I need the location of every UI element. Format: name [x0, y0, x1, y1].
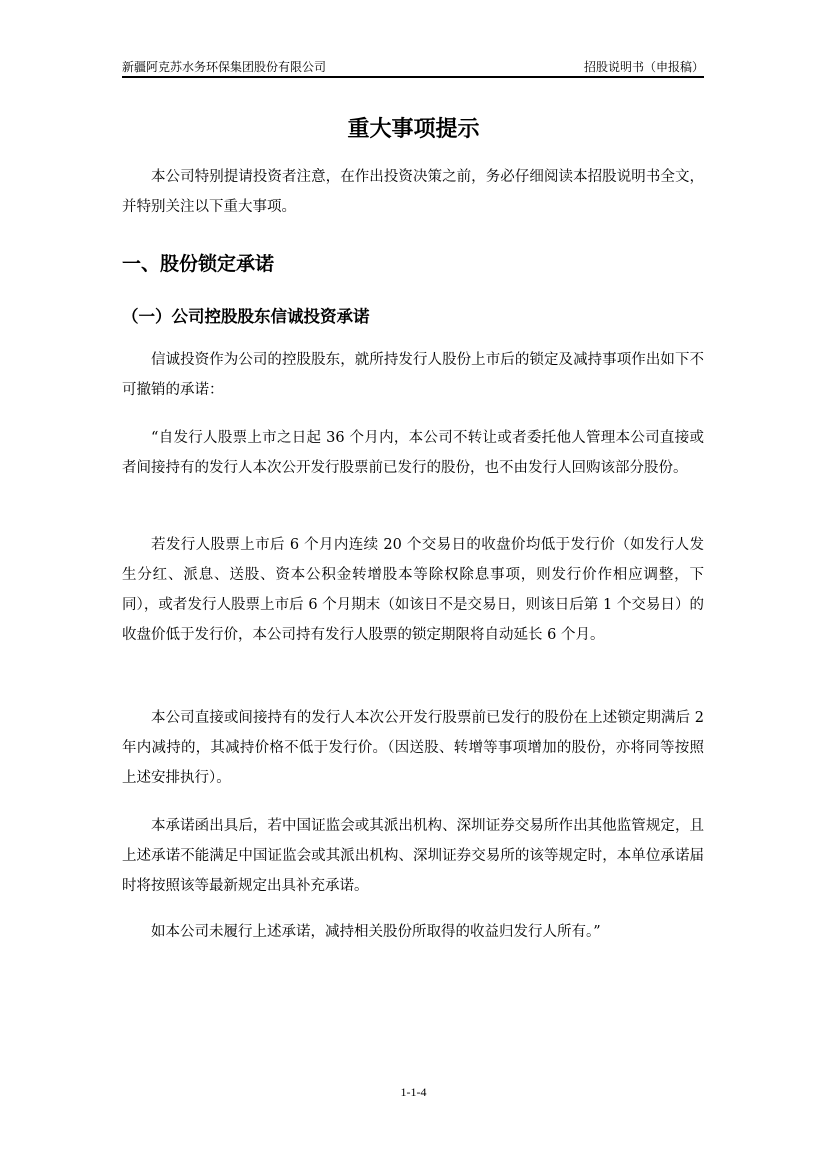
page-number: 1-1-4 [400, 1085, 427, 1099]
paragraph-1: 信诚投资作为公司的控股股东，就所持发行人股份上市后的锁定及减持事项作出如下不可撤销的承诺： [122, 352, 704, 398]
header-document-type: 招股说明书（申报稿） [583, 60, 704, 74]
paragraph-4: 本公司直接或间接持有的发行人本次公开发行股票前已发行的股份在上述锁定期满后 2 年内减持的，其减持价格不低于发行价。（因送股、转增等事项增加的股份，亦将同等按照上述安排执行）。 [122, 710, 704, 786]
page-header [122, 58, 704, 76]
header-company-name: 新疆阿克苏水务环保集团股份有限公司 [122, 60, 327, 74]
header-divider [122, 76, 704, 78]
subsection-heading-controlling-shareholder: （一）公司控股股东信诚投资承诺 [122, 307, 370, 326]
page-title: 重大事项提示 [347, 117, 480, 142]
paragraph-6: 如本公司未履行上述承诺，减持相关股份所取得的收益归发行人所有。” [151, 924, 601, 940]
paragraph-5: 本承诺函出具后，若中国证监会或其派出机构、深圳证券交易所作出其他监管规定，且上述承诺不能满足中国证监会或其派出机构、深圳证券交易所的该等规定时，本单位承诺届时将按照该等最新规定出具补充承诺。 [122, 818, 704, 894]
section-heading-share-lockup: 一、股份锁定承诺 [122, 253, 275, 275]
paragraph-2: “自发行人股票上市之日起 36 个月内，本公司不转让或者委托他人管理本公司直接或者间接持有的发行人本次公开发行股票前已发行的股份，也不由发行人回购该部分股份。 [122, 430, 704, 476]
paragraph-3: 若发行人股票上市后 6 个月内连续 20 个交易日的收盘价均低于发行价（如发行人发生分红、派息、送股、资本公积金转增股本等除权除息事项，则发行价作相应调整，下同），或者发行人股票上市后 6 个月期末（如该日不是交易日，则该日后第 1 个交易日）的收盘价低于发行价，本公司持有发行人股票的锁定期限将自动延长 6 个月。 [122, 537, 704, 643]
intro-paragraph: 本公司特别提请投资者注意，在作出投资决策之前，务必仔细阅读本招股说明书全文，并特别关注以下重大事项。 [122, 169, 704, 215]
